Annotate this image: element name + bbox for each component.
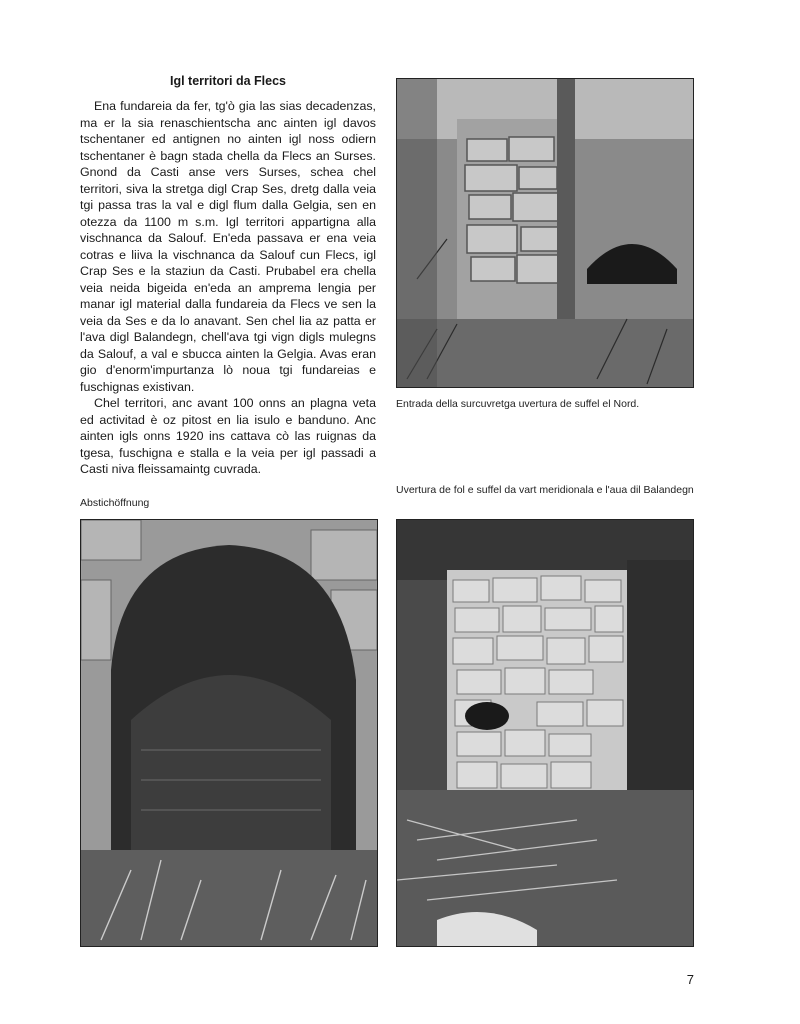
photo-stone-wall-north-opening [396, 78, 694, 388]
caption-top-right: Entrada della surcuvretga uvertura de suffel el Nord. [396, 398, 640, 410]
article-column [80, 74, 376, 478]
caption-bottom-right: Uvertura de fol e suffel da vart meridionala e l'aua dil Balandegn [396, 484, 694, 496]
page-number: 7 [686, 972, 694, 987]
article-title: Igl territori da Flecs [169, 74, 286, 88]
photo-southern-wall-balandegn [396, 519, 694, 947]
article-paragraph-1: Ena fundareia da fer, tg'ò gia las sias decadenzas, ma er la sia renaschientscha anc ainten igl davos tschentaner ed antignen no ainten igl noss odiern tschentaner è bagn stada chella da Flecs an Surses. Gnond da Casti anse vers Surses, schea chel territori, siva la stretga digl Crap Ses, dretg dalla veia tgi passa tras la val e digl flum dalla Gelgia, sen en otezza da 1100 m s.m. Igl territori appartigna alla vischnanca da Salouf. En'eda passava er ena veia cotras e liiva la vischnanca da Salouf cun Flecs, igl Crap Ses e la staziun da Casti. Prubabel era chella veia neida bigeida en'eda an amprema lengia per manar igl material dalla fundareia da Flecs ve sen la veia da Ses e da lo anavant. Sen chel lia az patta er l'ava digl Balandegn, chell'ava tgi vign digls mulegns da Salouf, a val e sbucca ainten la Gelgia. Avas eran gio d'enorm'impurtanza lò noua tgi fundareias e fuschignas existivan. [80, 99, 376, 394]
photo-tapping-opening [80, 519, 378, 947]
caption-bottom-left: Abstichöffnung [80, 497, 150, 509]
article-paragraph-2: Chel territori, anc avant 100 onns an plagna veta ed activitad è oz pitost en lia isulo e banduno. Anc ainten igls onns 1920 ins cattava cò las ruignas da tgesa, fuschigna e stalla e la veia per igl passadi a Casti niva fleissamaintg cuvrada. [80, 396, 376, 476]
